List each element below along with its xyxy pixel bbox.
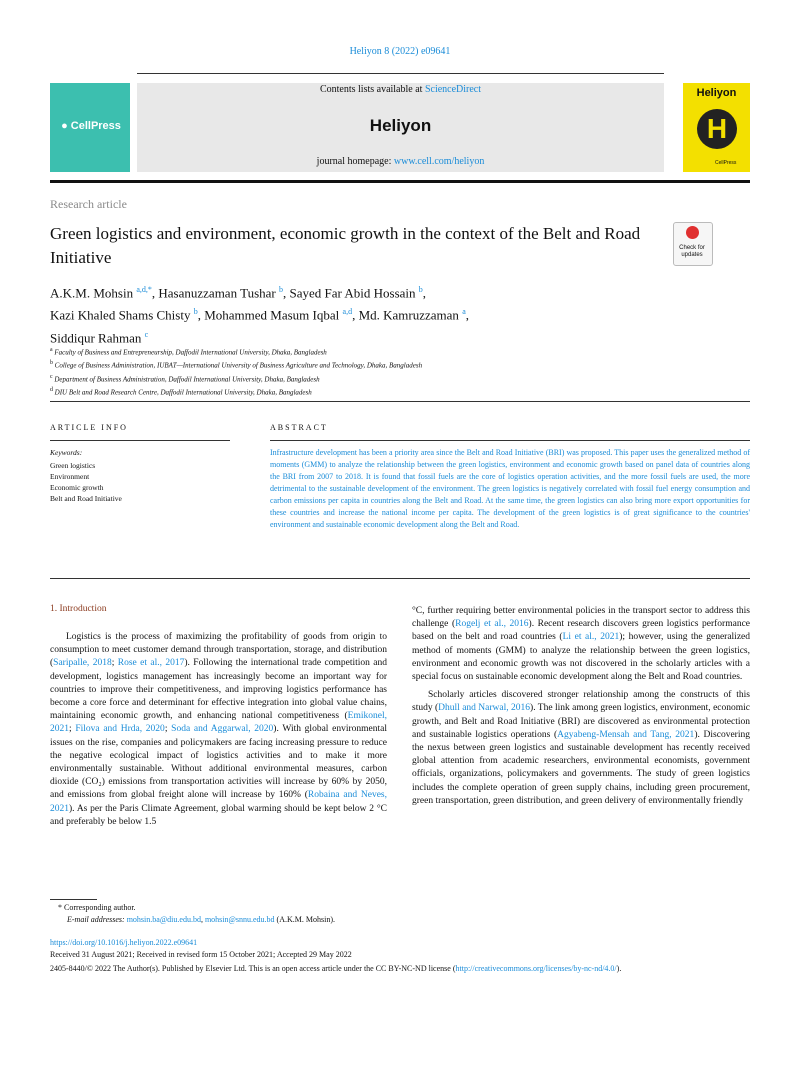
- keyword: Economic growth: [50, 483, 104, 492]
- received-dates: Received 31 August 2021; Received in revised form 15 October 2021; Accepted 29 May 2022: [50, 950, 352, 959]
- affiliation: $^d$ DIU Belt and Road Research Centre, Daffodil International University, Dhaka, Bangladesh: [50, 386, 312, 397]
- paragraph: °C, further requiring better environmental policies in the transport sector to address this challenge (Rogelj et al., 2016). Recent research discovers green logistics performance based on the belt and road countries (Li et al., 2021); however, using the generalized method of moments (GMM) to analyze the relationship between the green logistics, environment and economic growth was not discovered in the scholarly articles with a special focus on sustainable economic development along the Belt and Road countries.: [412, 606, 751, 683]
- crossmark-label: Check for updates: [679, 245, 705, 258]
- abstract-text: Infrastructure development has been a priority area since the Belt and Road Initiative (BRI) was proposed. This paper uses the generalized method of moments (GMM) to analyze the relationship between the green logistics, environment and economic growth based on panel data of countries along the BRI from 2007 to 2018. It is found that fossil fuels are the core of logistics operation activities, and the more fossil fuels are used, the more detrimental to the sustainable development of the environment. The green logistics is negatively correlated with fossil fuel energy consumption and carbon emissions per capita in countries along the Belt and Road. At the same time, the green logistics can also bring more export opportunities for these countries and increase the national income per capita. The development of the green logistics is of great significance to the countries' environment and sustainable economic development along the Belt and Road.: [270, 448, 750, 529]
- author-affiliation-mark[interactable]: a,d,*: [136, 285, 152, 294]
- section-rule: [50, 401, 750, 402]
- corresponding-author-note: * Corresponding author.: [58, 903, 136, 912]
- article-title: Green logistics and environment, economic growth in the context of the Belt and Road Initiative: [50, 224, 641, 267]
- crossmark-icon: [686, 226, 699, 239]
- sciencedirect-link[interactable]: ScienceDirect: [424, 84, 482, 95]
- affiliation: $^c$ Department of Business Administration, Daffodil International University, Dhaka, Bangladesh: [50, 373, 320, 383]
- header-thick-rule: [50, 180, 750, 183]
- citation-link[interactable]: Dhull and Narwal, 2016: [438, 703, 531, 714]
- author-affiliation-mark[interactable]: b: [418, 285, 423, 294]
- citation-link[interactable]: Rogelj et al., 2016: [455, 619, 529, 630]
- author-name[interactable]: Siddiqur Rahman: [50, 329, 142, 345]
- author-name[interactable]: Mohammed Masum Iqbal: [204, 307, 340, 323]
- author-name[interactable]: Hasanuzzaman Tushar: [158, 285, 276, 301]
- keywords-label: Keywords:: [50, 448, 83, 457]
- author-name[interactable]: Kazi Khaled Shams Chisty: [50, 307, 191, 323]
- author-name[interactable]: Md. Kamruzzaman: [358, 307, 459, 323]
- cover-publisher: CellPress: [715, 160, 737, 166]
- contents-line: Contents lists available at ScienceDirect: [319, 84, 482, 95]
- email-link[interactable]: mohsin.ba@diu.edu.bd: [126, 915, 201, 924]
- homepage-line: journal homepage: www.cell.com/heliyon: [316, 156, 485, 167]
- citation-link[interactable]: Emikonel, 2021: [50, 711, 387, 735]
- citation-link[interactable]: Rose et al., 2017: [117, 658, 185, 669]
- email-link[interactable]: mohsin@snnu.edu.bd: [204, 915, 275, 924]
- citation-link[interactable]: Saripalle, 2018: [53, 658, 112, 669]
- abstract-heading: ABSTRACT: [270, 423, 328, 432]
- citation-link[interactable]: Robaina and Neves, 2021: [50, 790, 387, 814]
- doi-link[interactable]: https://doi.org/10.1016/j.heliyon.2022.e09641: [50, 938, 198, 947]
- email-addresses: E-mail addresses: mohsin.ba@diu.edu.bd, mohsin@snnu.edu.bd (A.K.M. Mohsin).: [67, 915, 335, 924]
- footnote-rule: [50, 899, 97, 900]
- citation-link[interactable]: Li et al., 2021: [562, 632, 620, 643]
- journal-citation-link[interactable]: Heliyon 8 (2022) e09641: [349, 46, 451, 57]
- citation-link[interactable]: Soda and Aggarwal, 2020: [171, 724, 274, 735]
- cover-title: Heliyon: [696, 87, 737, 99]
- journal-homepage-link[interactable]: www.cell.com/heliyon: [393, 156, 485, 167]
- author-affiliation-mark[interactable]: b: [278, 285, 283, 294]
- author-name[interactable]: Sayed Far Abid Hossain: [289, 285, 416, 301]
- license-link[interactable]: http://creativecommons.org/licenses/by-nc-nd/4.0/: [455, 964, 617, 973]
- abstract-rule: [270, 440, 750, 441]
- author-affiliation-mark[interactable]: c: [144, 329, 149, 339]
- paragraph: Scholarly articles discovered stronger relationship among the constructs of this study (Dhull and Narwal, 2016). The link among green logistics, environment, economic growth, and Belt and Road Initiative (BRI) are discovered as environmental protection and sustainable logistics operations (Agyabeng-Mensah and Tang, 2021). Discovering the nexus between green logistics and sustainable development has recently received global attention from academic researchers, environmental economists, government officials, organizations, policymakers and governments. The study of green logistics includes the complete operation of green supply chains, including green procurement, green transportation, green distribution, and green delivery of environmentally friendly: [412, 690, 751, 806]
- keyword: Green logistics: [50, 461, 96, 470]
- section-heading-introduction: 1. Introduction: [50, 604, 107, 614]
- keyword: Belt and Road Initiative: [50, 494, 122, 503]
- header-rule: [137, 73, 664, 74]
- body-column-right: [412, 605, 750, 808]
- cellpress-logo: ● CellPress: [61, 120, 121, 132]
- journal-name: Heliyon: [369, 116, 432, 135]
- author-list: A.K.M. Mohsin $^{a,d,*}$, Hasanuzzaman Tushar $^b$, Sayed Far Abid Hossain $^b$, Kazi Khaled Shams Chisty $^b$, Mohammed Masum Iqbal $^{a,d}$, Md. Kamruzzaman $^a$, Siddiqur Rahman $^c$: [50, 285, 469, 345]
- affiliation-list: [50, 345, 650, 398]
- license-statement: 2405-8440/© 2022 The Author(s). Published by Elsevier Ltd. This is an open access article under the CC BY-NC-ND license (http://creativecommons.org/licenses/by-nc-nd/4.0/).: [50, 964, 622, 973]
- paragraph: Logistics is the process of maximizing the profitability of goods from origin to consumption to meet customer demand through transportation, storage, and distribution (Saripalle, 2018; Rose et al., 2017). Following the international trade competition and development, logistics management has increasingly become an important way for countries to improve their competitiveness, and improving logistics performance has become a core force and determinant for effective integration into global value chains, maintaining economic growth, and enhancing national competitiveness (Emikonel, 2021; Filova and Hrda, 2020; Soda and Aggarwal, 2020). With global environmental issues on the rise, companies and policymakers are facing increasing pressure to reduce the negative ecological impact of logistics activities and to make it more environmentally sustainable. Without additional environmental measures, carbon dioxide (CO₂) emissions from transportation activities will increase by 60% by 2050, and emissions from global freight alone will increase by 160% (Robaina and Neves, 2021). As per the Paris Climate Agreement, global warming should be kept below 2 °C and preferably be below 1.5: [50, 632, 388, 827]
- article-info-rule: [50, 440, 230, 441]
- affiliation: $^a$ Faculty of Business and Entrepreneurship, Daffodil International University, Dhaka, Bangladesh: [50, 347, 327, 357]
- keyword: Environment: [50, 472, 90, 481]
- author-name[interactable]: A.K.M. Mohsin: [50, 285, 134, 301]
- author-affiliation-mark[interactable]: b: [193, 307, 198, 317]
- affiliation: $^b$ College of Business Administration, IUBAT—International University of Business Agriculture and Technology, Dhaka, Bangladesh: [50, 360, 423, 370]
- citation-link[interactable]: Agyabeng-Mensah and Tang, 2021: [557, 729, 695, 740]
- body-column-left: [50, 631, 387, 829]
- article-type: Research article: [50, 197, 127, 211]
- abstract-bottom-rule: [50, 578, 750, 579]
- citation-link[interactable]: Filova and Hrda, 2020: [75, 724, 165, 735]
- author-affiliation-mark[interactable]: a: [462, 307, 466, 317]
- cover-letter: H: [706, 113, 728, 144]
- author-affiliation-mark[interactable]: a,d: [342, 307, 353, 317]
- keyword-list: [50, 460, 122, 504]
- article-info-heading: ARTICLE INFO: [50, 423, 128, 432]
